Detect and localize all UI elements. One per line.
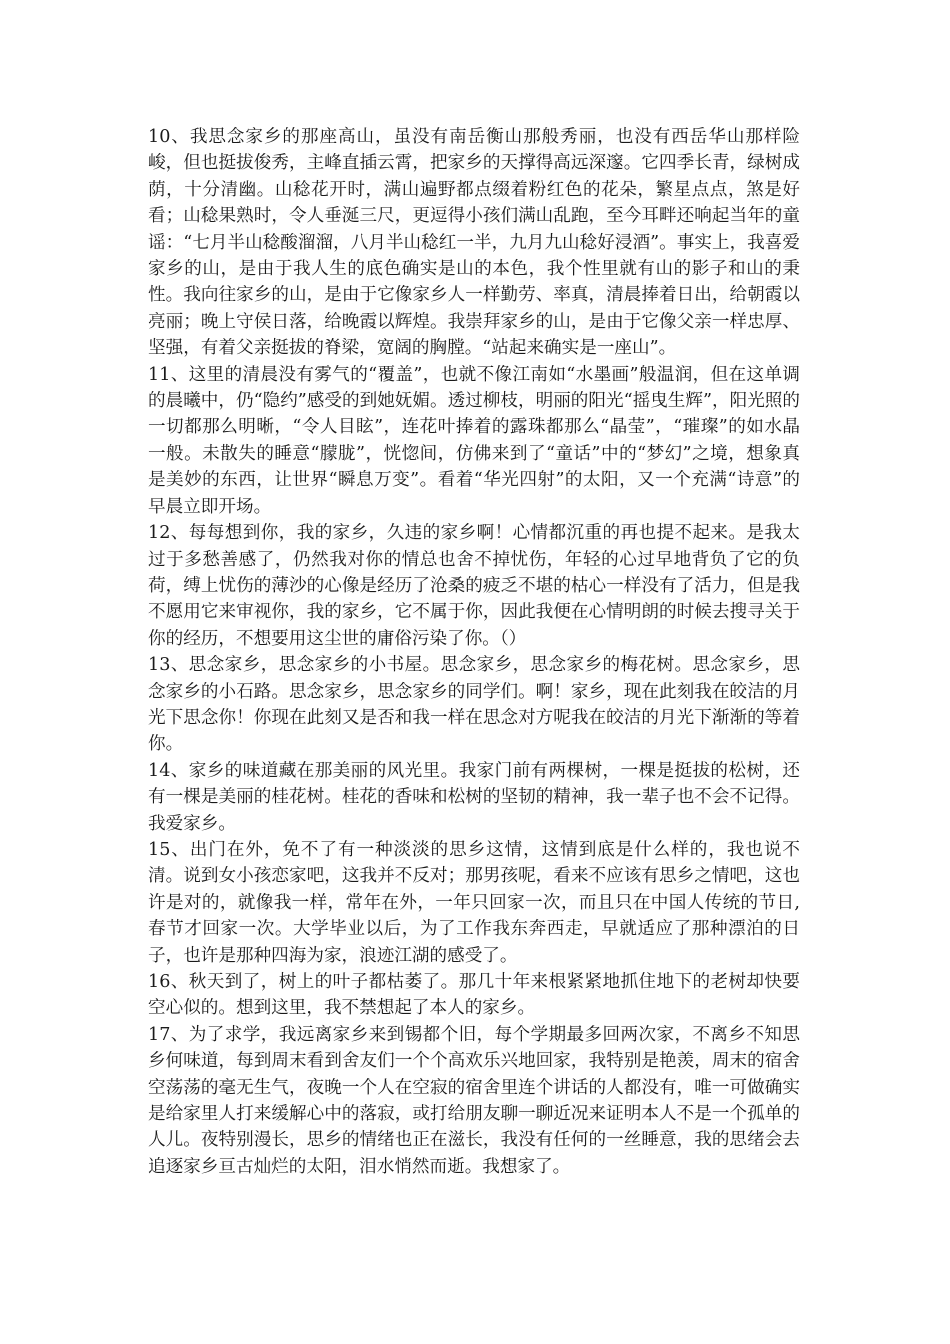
paragraph-14: 14、家乡的味道藏在那美丽的风光里。我家门前有两棵树，一棵是挺拔的松树，还有一棵是美丽的桂花树。桂花的香味和松树的坚韧的精神，我一辈子也不会不记得。我爱家乡。	[148, 760, 800, 834]
paragraph-11: 11、这里的清晨没有雾气的“覆盖”，也就不像江南如“水墨画”般温润，但在这单调的晨曦中，仍“隐约”感受的到她妩媚。透过柳枝，明丽的阳光“摇曳生辉”，阳光照的一切都那么明晰，“令人目眩”，连花叶捧着的露珠都那么“晶莹”，“璀璨”的如水晶一般。未散失的睡意“朦胧”，恍惚间，仿佛来到了“童话”中的“梦幻”之境，想象真是美妙的东西，让世界“瞬息万变”。看着“华光四射”的太阳，又一个充满“诗意”的早晨立即开场。	[148, 364, 800, 517]
paragraph-16: 16、秋天到了，树上的叶子都枯萎了。那几十年来根紧紧地抓住地下的老树却快要空心似的。想到这里，我不禁想起了本人的家乡。	[148, 972, 800, 1019]
paragraph-17: 17、为了求学，我远离家乡来到锡都个旧，每个学期最多回两次家，不离乡不知思乡何味道，每到周末看到舍友们一个个高欢乐兴地回家，我特别是艳羡，周末的宿舍空荡荡的毫无生气，夜晚一个人在空寂的宿舍里连个讲话的人都没有，唯一可做确实是给家里人打来缓解心中的落寂，或打给朋友聊一聊近况来证明本人不是一个孤单的人儿。夜特别漫长，思乡的情绪也正在滋长，我没有任何的一丝睡意，我的思绪会去追逐家乡亘古灿烂的太阳，泪水悄然而逝。我想家了。	[148, 1024, 800, 1177]
document-body	[148, 124, 800, 1180]
paragraph-15: 15、出门在外，免不了有一种淡淡的思乡这情，这情到底是什么样的，我也说不清。说到女小孩恋家吧，这我并不反对；那男孩呢，看来不应该有思乡之情吧，这也许是对的，就像我一样，常年在外，一年只回家一次，而且只在中国人传统的节日,春节才回家一次。大学毕业以后，为了工作我东奔西走，早就适应了那种漂泊的日子，也许是那种四海为家，浪迹江湖的感受了。	[148, 839, 800, 966]
paragraph-10: 10、我思念家乡的那座高山，虽没有南岳衡山那般秀丽，也没有西岳华山那样险峻，但也挺拔俊秀，主峰直插云霄，把家乡的天撑得高远深邃。它四季长青，绿树成荫，十分清幽。山稔花开时，满山遍野都点缀着粉红色的花朵，繁星点点，煞是好看；山稔果熟时，令人垂涎三尺，更逗得小孩们满山乱跑，至今耳畔还响起当年的童谣：“七月半山稔酸溜溜，八月半山稔红一半，九月九山稔好浸酒”。事实上，我喜爱家乡的山，是由于我人生的底色确实是山的本色，我个性里就有山的影子和山的秉性。我向往家乡的山，是由于它像家乡人一样勤劳、率真，清晨捧着日出，给朝霞以亮丽；晚上守侯日落，给晚霞以辉煌。我崇拜家乡的山，是由于它像父亲一样忠厚、坚强，有着父亲挺拔的脊梁，宽阔的胸膛。“站起来确实是一座山”。	[148, 127, 800, 359]
paragraph-13: 13、思念家乡，思念家乡的小书屋。思念家乡，思念家乡的梅花树。思念家乡，思念家乡的小石路。思念家乡，思念家乡的同学们。啊！家乡，现在此刻我在皎洁的月光下思念你！你现在此刻又是否和我一样在思念对方呢我在皎洁的月光下渐渐的等着你。	[148, 655, 800, 755]
paragraph-12: 12、每每想到你，我的家乡，久违的家乡啊！心情都沉重的再也提不起来。是我太过于多愁善感了，仍然我对你的情总也舍不掉忧伤，年轻的心过早地背负了它的负荷，缚上忧伤的薄沙的心像是经历了沧桑的疲乏不堪的枯心一样没有了活力，但是我不愿用它来审视你，我的家乡，它不属于你，因此我便在心情明朗的时候去搜寻关于你的经历，不想要用这尘世的庸俗污染了你。（）	[148, 523, 800, 649]
